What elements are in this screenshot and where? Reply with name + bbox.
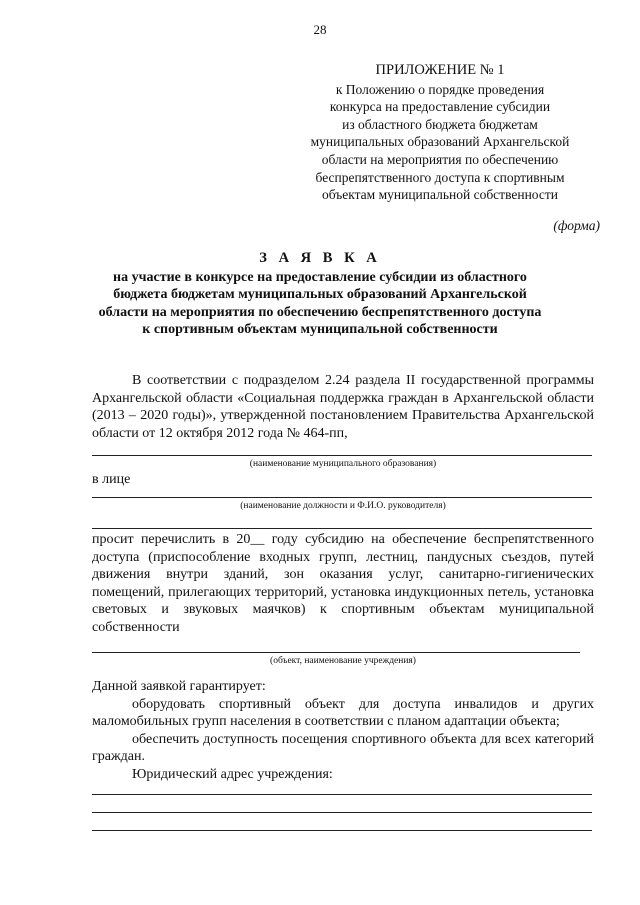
request-text: просит перечислить в 20__ году субсидию на обеспечение беспрепятственного доступа (приспособление входных групп, лестниц, пандусных съездов, путей движения внутри зданий, зон оказания услуг, санитарно-гигиенических помещений, прилегающих территорий, установка индукционных петель, установка световых и звуковых маячков) к спортивным объектам муниципальной собственности xyxy=(92,532,594,635)
head-field-line[interactable] xyxy=(92,497,592,498)
application-heading xyxy=(0,250,640,339)
object-field-line[interactable] xyxy=(92,652,580,653)
appendix-line: конкурса на предоставление субсидии xyxy=(329,99,551,115)
heading-line: бюджета бюджетам муниципальных образований Архангельской xyxy=(113,287,527,302)
address-field-line-3[interactable] xyxy=(92,830,592,831)
heading-line: к спортивным объектам муниципальной собственности xyxy=(142,322,498,337)
page-number: 28 xyxy=(313,22,327,37)
appendix-line: к Положению о порядке проведения xyxy=(335,81,545,97)
caption-head: (наименование должности и Ф.И.О. руководителя) xyxy=(240,501,446,511)
intro-paragraph xyxy=(92,372,594,442)
appendix-line: из областного бюджета бюджетам xyxy=(342,116,538,132)
caption-object: (объект, наименование учреждения) xyxy=(270,656,416,666)
municipality-field-line[interactable] xyxy=(92,455,592,456)
heading-line: области на мероприятия по обеспечению беспрепятственного доступа xyxy=(98,304,542,320)
address-field-line-1[interactable] xyxy=(92,794,592,795)
heading-line: на участие в конкурсе на предоставление субсидии из областного xyxy=(113,269,527,285)
appendix-line: объектам муниципальной собственности xyxy=(321,187,559,203)
appendix-title: ПРИЛОЖЕНИЕ № 1 xyxy=(375,62,505,78)
address-label: Юридический адрес учреждения: xyxy=(132,766,333,782)
guarantee-item-1: оборудовать спортивный объект для доступа инвалидов и других маломобильных групп населения в соответствии с планом адаптации объекта; xyxy=(92,696,594,730)
request-paragraph xyxy=(92,531,594,637)
appendix-block xyxy=(290,62,590,204)
appendix-line: беспрепятственного доступа к спортивным xyxy=(315,169,565,185)
address-field-line-2[interactable] xyxy=(92,812,592,813)
guarantee-item-2: обеспечить доступность посещения спортивного объекта для всех категорий граждан. xyxy=(92,731,594,765)
in-person-row xyxy=(92,471,594,489)
caption-municipality: (наименование муниципального образования) xyxy=(249,459,437,469)
guarantee-section xyxy=(92,678,594,784)
application-title: З А Я В К А xyxy=(259,250,381,266)
intro-text: В соответствии с подразделом 2.24 раздела II государственной программы Архангельской области «Социальная поддержка граждан в Архангельской области (2013 – 2020 годы)», утвержденной постановлением Правительства Архангельской области от 12 октября 2012 года № 464-пп, xyxy=(92,373,594,441)
guarantee-intro: Данной заявкой гарантирует: xyxy=(92,679,266,694)
in-person-label: в лице xyxy=(92,472,131,487)
appendix-line: муниципальных образований Архангельской xyxy=(310,134,570,150)
head-field-line-2[interactable] xyxy=(92,528,592,529)
form-label: (форма) xyxy=(553,218,600,233)
appendix-line: области на мероприятия по обеспечению xyxy=(321,151,559,167)
